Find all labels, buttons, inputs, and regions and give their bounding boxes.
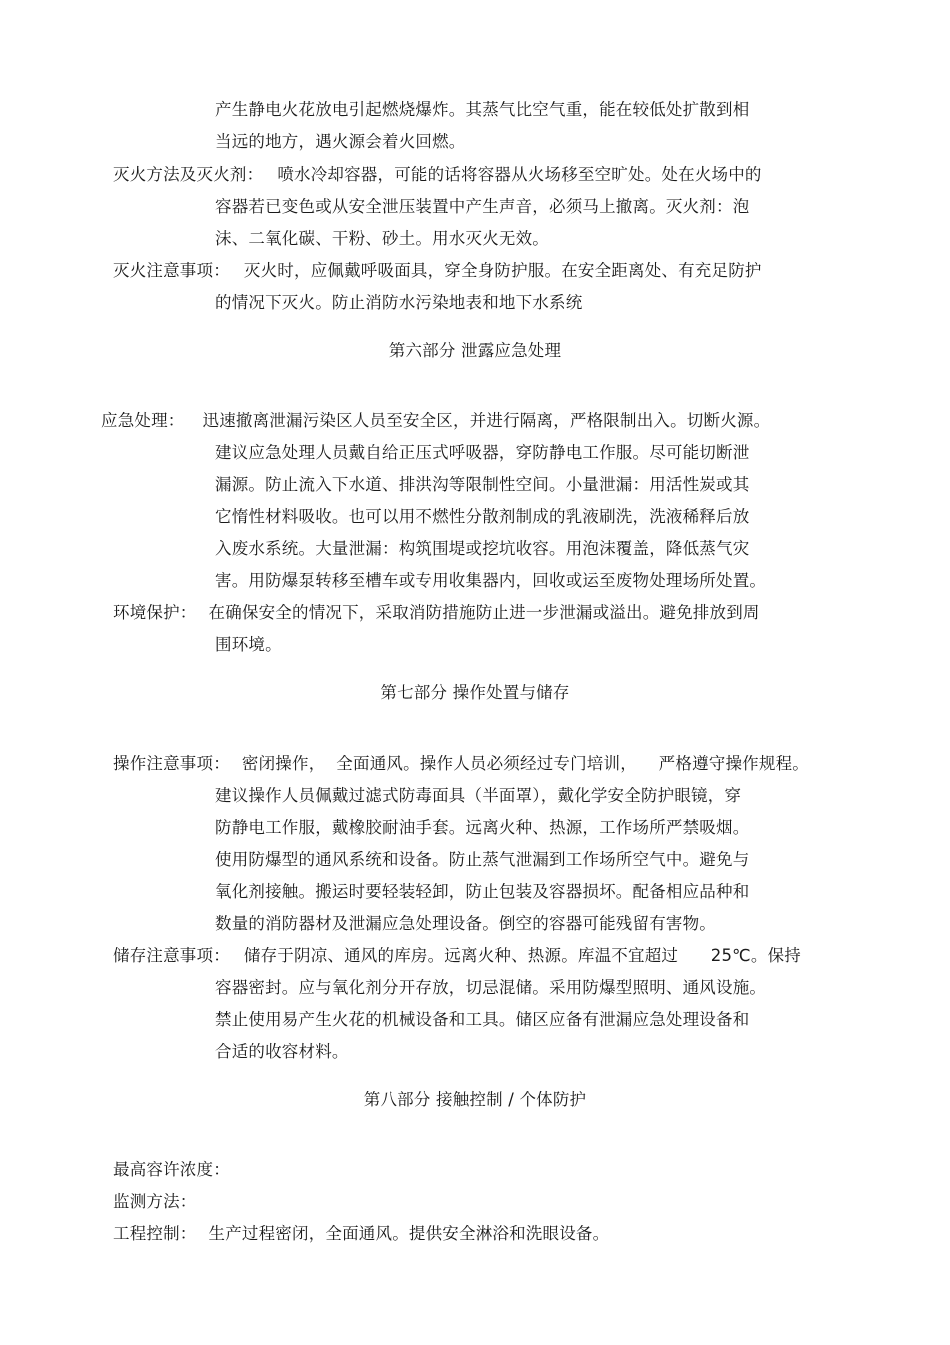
emergency-line-5: 入废水系统。大量泄漏：构筑围堤或挖坑收容。用泡沫覆盖，降低蒸气灾 bbox=[215, 539, 750, 558]
fire-notes-line-2: 的情况下灭火。防止消防水污染地表和地下水系统 bbox=[215, 293, 583, 312]
operation-text: 密闭操作， 全面通风。操作人员必须经过专门培训， 严格遵守操作规程。 bbox=[241, 754, 809, 773]
environment-label: 环境保护： bbox=[113, 603, 197, 622]
engineering-row bbox=[113, 1224, 609, 1244]
extinguish-method-text: 喷水冷却容器，可能的话将容器从火场移至空旷处。处在火场中的 bbox=[277, 165, 762, 184]
engineering-text: 生产过程密闭，全面通风。提供安全淋浴和洗眼设备。 bbox=[208, 1224, 610, 1243]
emergency-line-3: 漏源。防止流入下水道、排洪沟等限制性空间。小量泄漏：用活性炭或其 bbox=[215, 475, 750, 494]
fire-notes-text: 灭火时，应佩戴呼吸面具，穿全身防护服。在安全距离处、有充足防护 bbox=[243, 261, 762, 280]
emergency-line-6: 害。用防爆泵转移至槽车或专用收集器内，回收或运至废物处理场所处置。 bbox=[215, 571, 767, 590]
operation-line-4: 使用防爆型的通风系统和设备。防止蒸气泄漏到工作场所空气中。避免与 bbox=[215, 850, 750, 869]
section-8-title: 第八部分 接触控制 / 个体防护 bbox=[363, 1090, 587, 1109]
emergency-line-4: 它惰性材料吸收。也可以用不燃性分散剂制成的乳液刷洗，洗液稀释后放 bbox=[215, 507, 750, 526]
storage-line-4: 合适的收容材料。 bbox=[215, 1042, 349, 1061]
storage-text: 储存于阴凉、通风的库房。远离火种、热源。库温不宜超过 25℃。保持 bbox=[243, 946, 802, 965]
extinguish-method-label: 灭火方法及灭火剂： bbox=[113, 165, 264, 184]
operation-line-3: 防静电工作服，戴橡胶耐油手套。远离火种、热源，工作场所严禁吸烟。 bbox=[215, 818, 750, 837]
monitoring-label: 监测方法： bbox=[113, 1192, 197, 1211]
environment-row bbox=[113, 603, 760, 623]
environment-text: 在确保安全的情况下，采取消防措施防止进一步泄漏或溢出。避免排放到周 bbox=[208, 603, 760, 622]
operation-line-6: 数量的消防器材及泄漏应急处理设备。倒空的容器可能残留有害物。 bbox=[215, 914, 716, 933]
fire-hazard-line-1: 产生静电火花放电引起燃烧爆炸。其蒸气比空气重，能在较低处扩散到相 bbox=[215, 100, 750, 119]
operation-row bbox=[113, 754, 809, 774]
storage-line-2: 容器密封。应与氧化剂分开存放，切忌混储。采用防爆型照明、通风设施。 bbox=[215, 978, 767, 997]
emergency-row bbox=[101, 411, 770, 431]
max-concentration-label: 最高容许浓度： bbox=[113, 1160, 230, 1179]
environment-line-2: 围环境。 bbox=[215, 635, 282, 654]
fire-hazard-line-2: 当远的地方，遇火源会着火回燃。 bbox=[215, 132, 466, 151]
operation-line-2: 建议操作人员佩戴过滤式防毒面具（半面罩），戴化学安全防护眼镜，穿 bbox=[215, 786, 742, 805]
section-6-title: 第六部分 泄露应急处理 bbox=[388, 341, 562, 360]
emergency-line-2: 建议应急处理人员戴自给正压式呼吸器，穿防静电工作服。尽可能切断泄 bbox=[215, 443, 750, 462]
storage-row bbox=[113, 946, 801, 966]
fire-notes-label: 灭火注意事项： bbox=[113, 261, 230, 280]
section-7-title: 第七部分 操作处置与储存 bbox=[380, 683, 570, 702]
engineering-label: 工程控制： bbox=[113, 1224, 197, 1243]
storage-label: 储存注意事项： bbox=[113, 946, 230, 965]
storage-line-3: 禁止使用易产生火花的机械设备和工具。储区应备有泄漏应急处理设备和 bbox=[215, 1010, 750, 1029]
emergency-label: 应急处理： bbox=[101, 411, 185, 430]
fire-notes-row bbox=[113, 261, 762, 281]
extinguish-method-line-2: 容器若已变色或从安全泄压装置中产生声音，必须马上撤离。灭火剂：泡 bbox=[215, 197, 750, 216]
operation-label: 操作注意事项： bbox=[113, 754, 230, 773]
extinguish-method-line-3: 沫、二氧化碳、干粉、砂土。用水灭火无效。 bbox=[215, 229, 549, 248]
operation-line-5: 氧化剂接触。搬运时要轻装轻卸，防止包装及容器损坏。配备相应品种和 bbox=[215, 882, 750, 901]
emergency-text: 迅速撤离泄漏污染区人员至安全区，并进行隔离，严格限制出入。切断火源。 bbox=[202, 411, 771, 430]
extinguish-method-row bbox=[113, 165, 762, 185]
